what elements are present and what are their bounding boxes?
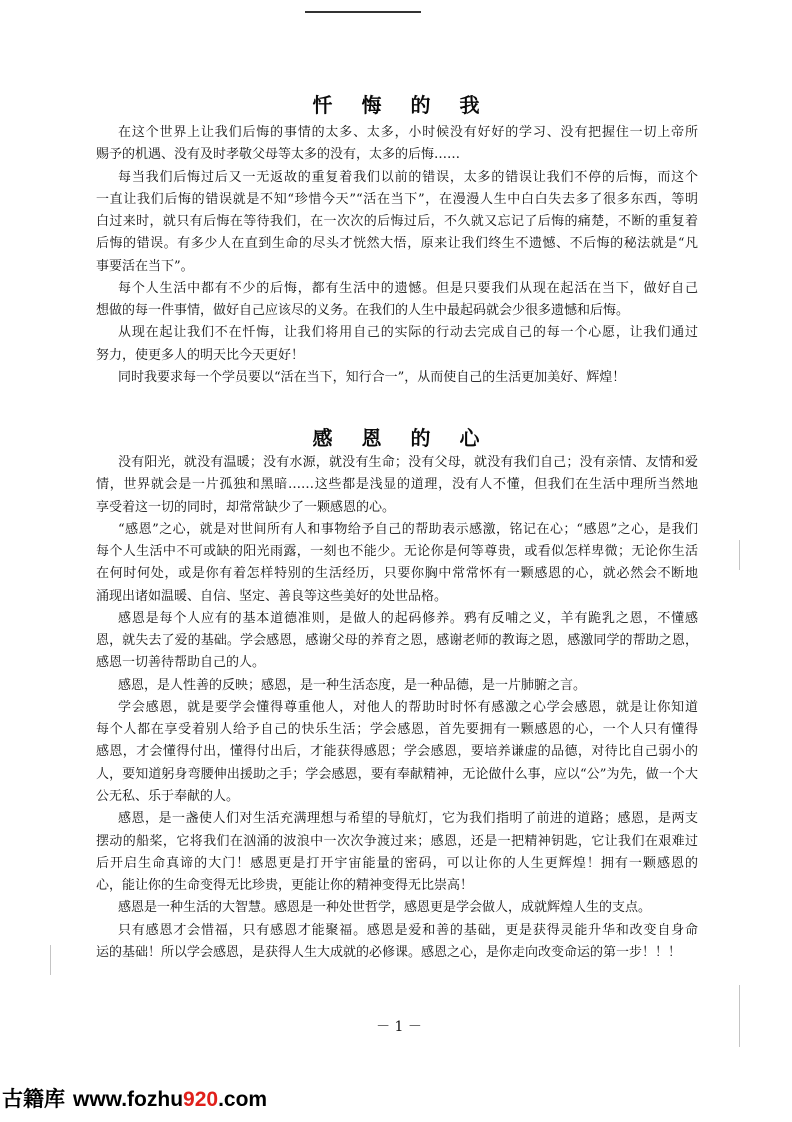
paragraph-line: 每当我们后悔过后又一无返故的重复着我们以前的错误，太多的错误让我们不停的后悔，而这个: [118, 169, 698, 185]
paragraph-line: 摆动的船桨，它将我们在汹涌的波浪中一次次争渡过来；感恩，还是一把精神钥匙，它让我们在艰难过: [96, 833, 698, 849]
paragraph-line: 学会感恩，就是要学会懂得尊重他人，对他人的帮助时时怀有感激之心学会感恩，就是让你知道: [118, 699, 698, 715]
footer-site-name: 古籍库: [2, 1088, 65, 1111]
section-body: [96, 452, 698, 964]
paragraph-line: 公无私、乐于奉献的人。: [96, 788, 240, 804]
paragraph-line: 心，能让你的生命变得无比珍贵，更能让你的精神变得无比崇高！: [96, 878, 474, 894]
section-title: 感恩的心: [312, 426, 509, 450]
page-number: － 1 －: [376, 1019, 422, 1035]
paragraph-line: 享受着这一切的同时，却常常缺少了一颗感恩的心。: [96, 499, 396, 515]
scan-edge-line: [739, 985, 740, 1047]
paragraph-line: 从现在起让我们不在忏悔，让我们将用自己的实际的行动去完成自己的每一个心愿，让我们通过: [118, 325, 698, 341]
paragraph: [96, 697, 698, 808]
paragraph: [96, 122, 698, 167]
paragraph: [96, 519, 698, 608]
paragraph-line: 后悔的错误。有多少人在直到生命的尽头才恍然大悟，原来让我们终生不遗憾、不后悔的秘法就是“凡: [96, 236, 698, 252]
paragraph-line: “感恩”之心，就是对世间所有人和事物给予自己的帮助表示感激，铭记在心；“感恩”之心，是我们: [118, 521, 698, 537]
paragraph-line: 同时我要求每一个学员要以“活在当下，知行合一”，从而使自己的生活更加美好、辉煌！: [118, 369, 626, 385]
paragraph-line: 后开启生命真谛的大门！感恩更是打开宇宙能量的密码，可以让你的人生更辉煌！拥有一颗感恩的: [96, 855, 698, 871]
scan-edge-line: [739, 540, 740, 570]
paragraph: [96, 367, 698, 389]
paragraph-line: 一直让我们后悔的错误就是不知“珍惜今天”“活在当下”，在漫漫人生中白白失去多了很多东西，等明: [96, 191, 698, 207]
paragraph-line: 努力，使更多人的明天比今天更好！: [96, 347, 305, 363]
paragraph-line: 没有阳光，就没有温暖；没有水源，就没有生命；没有父母，就没有我们自己；没有亲情、友情和爱: [118, 455, 698, 470]
paragraph-line: 涌现出诸如温暖、自信、坚定、善良等这些美好的处世品格。: [96, 588, 448, 604]
scan-edge-line: [50, 945, 51, 975]
paragraph-line: 事要活在当下”。: [96, 258, 194, 274]
paragraph: [96, 675, 698, 697]
section-title: 忏悔的我: [312, 93, 509, 117]
paragraph-line: 每个人生活中不可或缺的阳光雨露，一刻也不能少。无论你是何等尊贵，或看似怎样卑微；无论你生活: [96, 544, 698, 560]
paragraph-line: 感恩，是一盏使人们对生活充满理想与希望的导航灯，它为我们指明了前进的道路；感恩，是两支: [118, 811, 698, 827]
paragraph: [96, 897, 698, 919]
paragraph: [96, 167, 698, 278]
paragraph-line: 恩，就失去了爱的基础。学会感恩，感谢父母的养育之恩，感谢老师的教诲之恩，感激同学的帮助之恩，: [96, 633, 698, 649]
paragraph-line: 人，要知道躬身弯腰伸出援助之手；学会感恩，要有奉献精神，无论做什么事，应以“公”为先，做一个大: [96, 766, 698, 782]
paragraph-line: 每个人都在享受着别人给予自己的快乐生活；学会感恩，首先要拥有一颗感恩的心，一个人只有懂得: [96, 722, 698, 738]
paragraph: [96, 452, 698, 519]
paragraph: [96, 920, 698, 965]
paragraph-line: 在这个世界上让我们后悔的事情的太多、太多，小时候没有好好的学习、没有把握住一切上帝所: [118, 125, 698, 140]
paragraph: [96, 322, 698, 367]
footer-url-suffix: .com: [218, 1088, 268, 1111]
paragraph-line: 白过来时，就只有后悔在等待我们，在一次次的后悔过后，不久就又忘记了后悔的痛楚，不断的重复着: [96, 214, 698, 230]
footer-url-number: 920: [183, 1088, 219, 1111]
paragraph: [96, 278, 698, 323]
paragraph-line: 感恩，是人性善的反映；感恩，是一种生活态度，是一种品德，是一片肺腑之言。: [118, 677, 587, 693]
paragraph-line: 感恩，才会懂得付出，懂得付出后，才能获得感恩；学会感恩，要培养谦虚的品德，对待比自己弱小的: [96, 744, 698, 760]
paragraph-line: 只有感恩才会惜福，只有感恩才能聚福。感恩是爱和善的基础，更是获得灵能升华和改变自身命: [118, 922, 698, 938]
paragraph-line: 感恩是一种生活的大智慧。感恩是一种处世哲学，感恩更是学会做人，成就辉煌人生的支点。: [118, 900, 652, 916]
paragraph: [96, 808, 698, 897]
paragraph-line: 感恩一切善待帮助自己的人。: [96, 655, 266, 671]
paragraph-line: 情，世界就会是一片孤独和黑暗……这些都是浅显的道理，没有人不懂，但我们在生活中理所当然地: [96, 477, 698, 493]
footer-url-prefix: www.fozhu: [73, 1088, 184, 1111]
paragraph-line: 每个人生活中都有不少的后悔，都有生活中的遗憾。但是只要我们从现在起活在当下，做好自己: [118, 280, 698, 296]
paragraph-line: 运的基础！所以学会感恩，是获得人生大成就的必修课。感恩之心，是你走向改变命运的第一步！！！: [96, 944, 682, 960]
footer-watermark: [2, 1087, 267, 1113]
paragraph: [96, 608, 698, 675]
header-rule: [305, 11, 421, 13]
paragraph-line: 感恩是每个人应有的基本道德准则，是做人的起码修养。鸦有反哺之义，羊有跪乳之恩，不懂感: [118, 610, 698, 626]
paragraph-line: 在何时何处，或是你有着怎样特别的生活经历，只要你胸中常常怀有一颗感恩的心，就必然会不断地: [96, 566, 698, 582]
section-body: [96, 122, 698, 389]
paragraph-line: 想做的每一件事情，做好自己应该尽的义务。在我们的人生中最起码就会少很多遗憾和后悔。: [96, 303, 630, 319]
paragraph-line: 赐予的机遇、没有及时孝敬父母等太多的没有，太多的后悔……: [96, 147, 461, 163]
